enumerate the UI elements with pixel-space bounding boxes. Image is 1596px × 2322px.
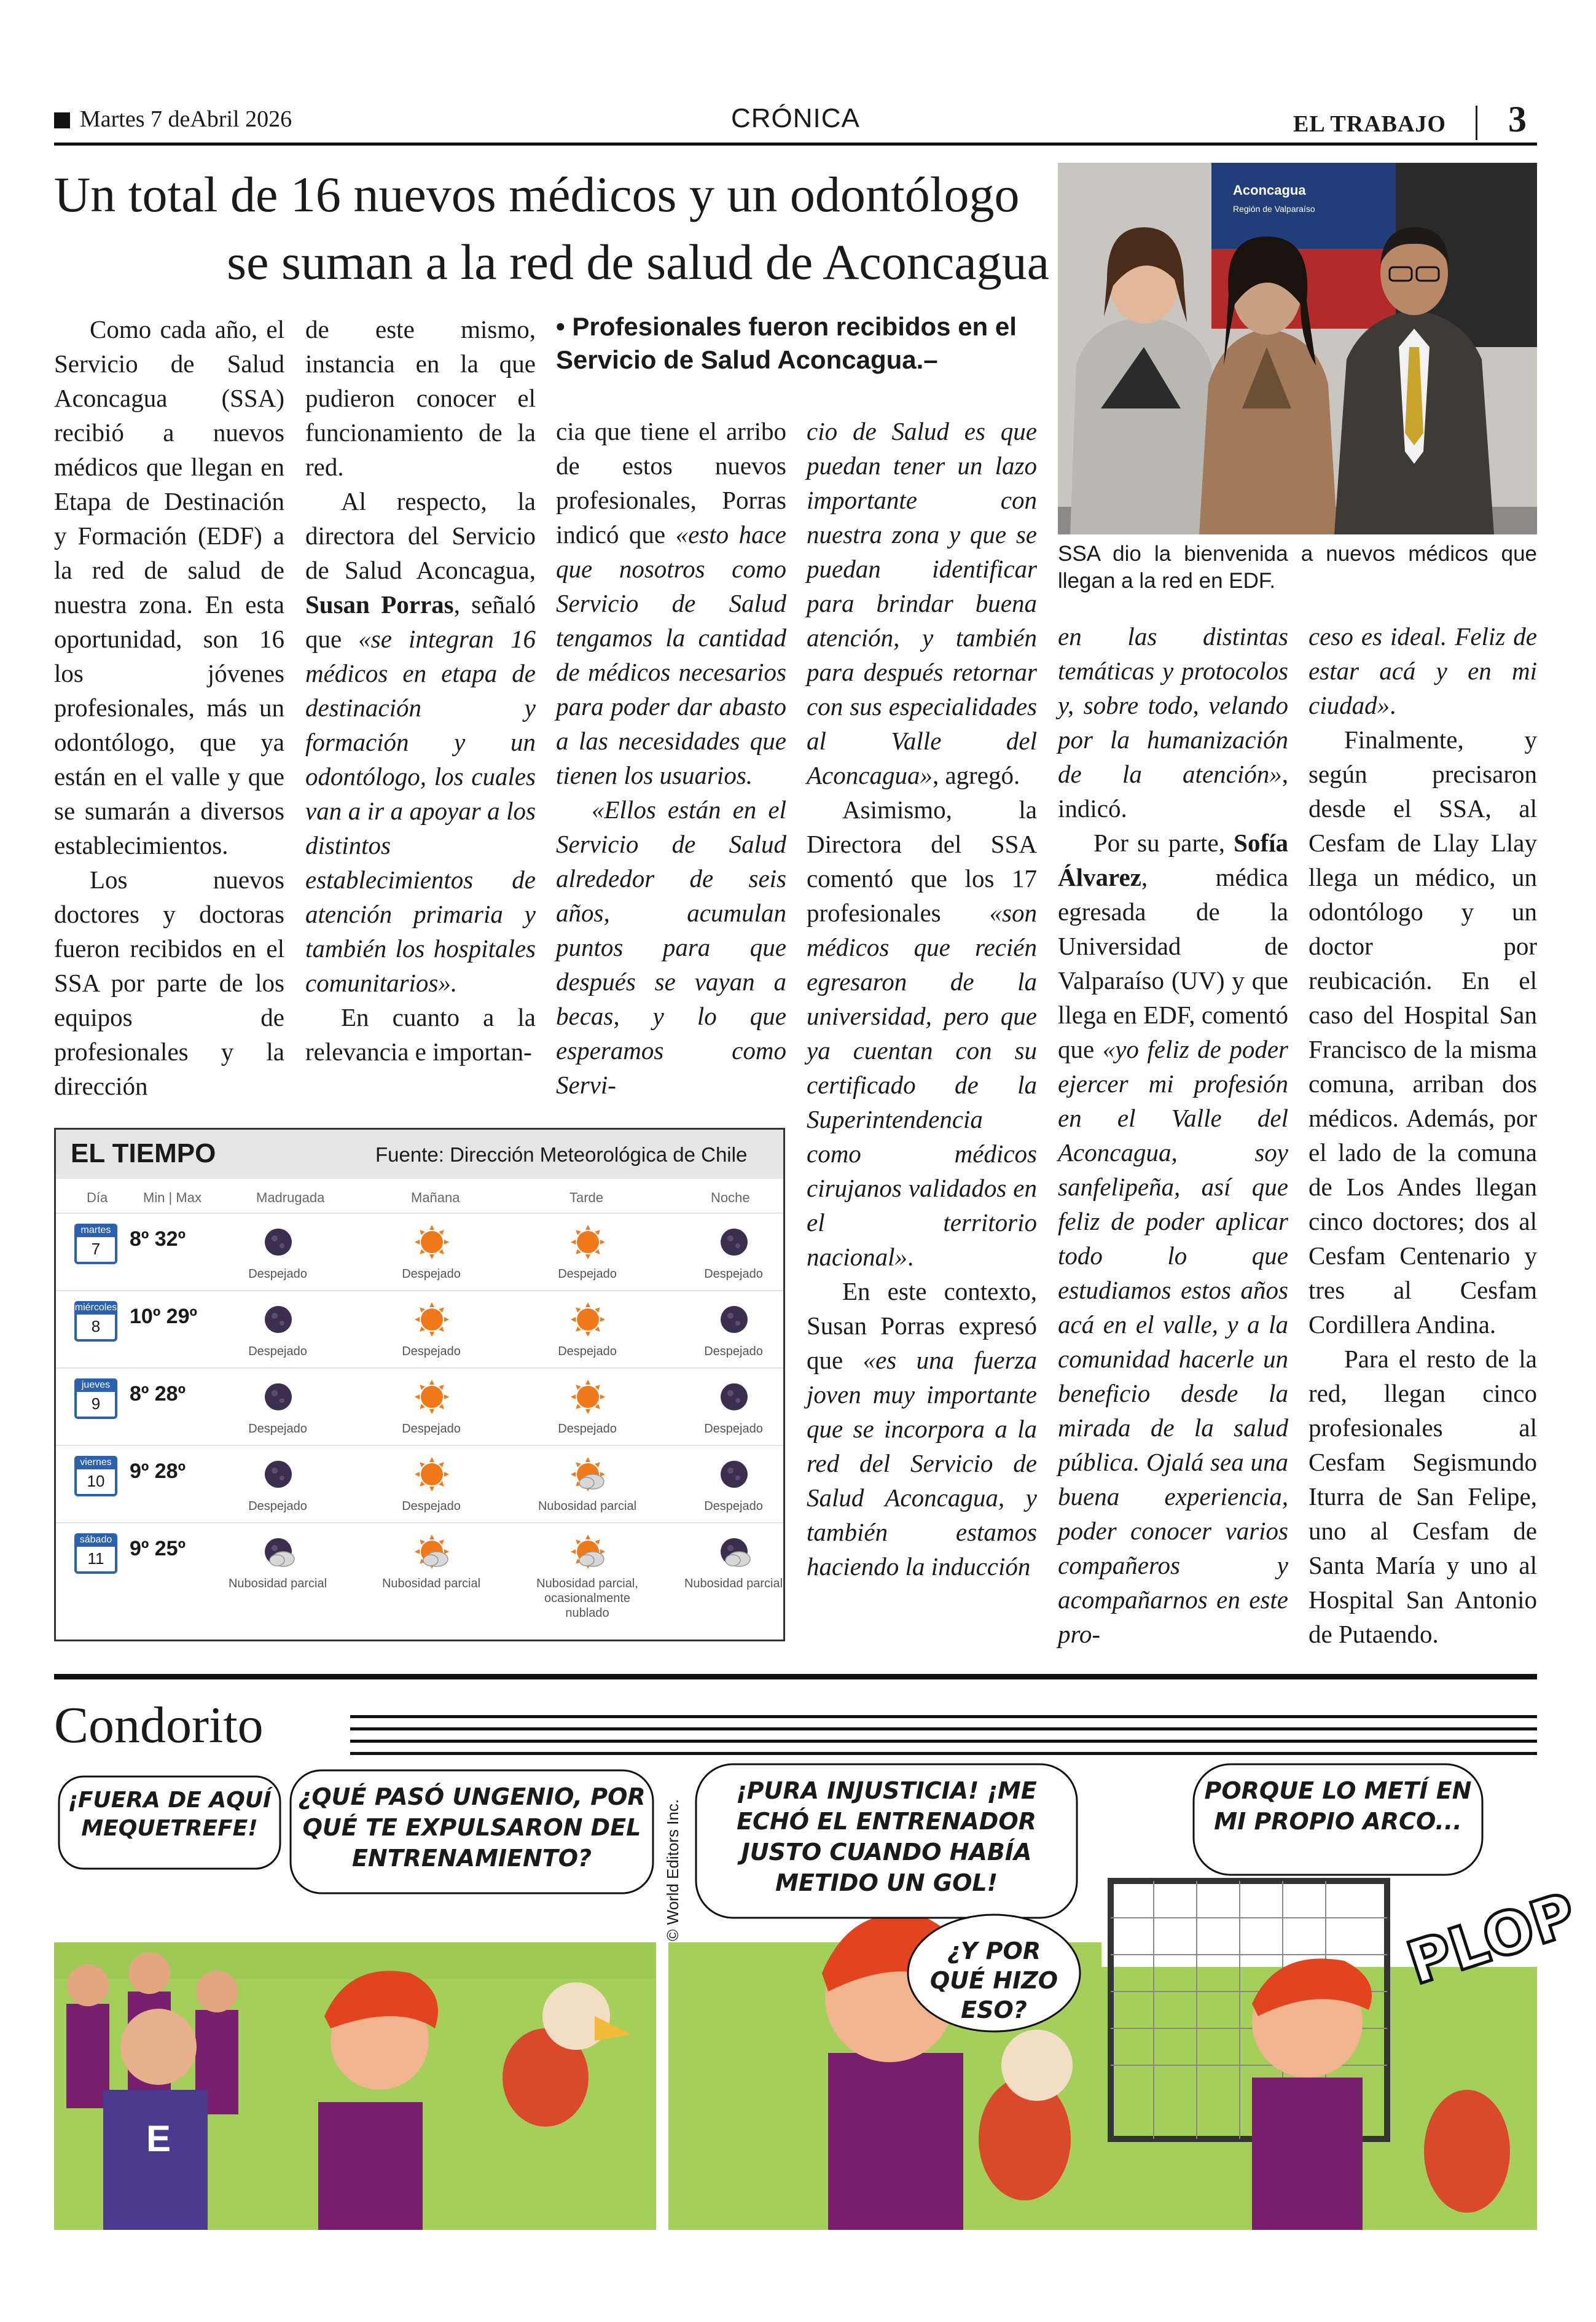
weather-temps: 10º 29º bbox=[130, 1305, 197, 1328]
weather-temps: 8º 32º bbox=[130, 1227, 186, 1251]
weather-day-number: 10 bbox=[87, 1472, 105, 1490]
header-rule bbox=[54, 143, 1537, 146]
weather-condition: Nubosidad parcial bbox=[381, 1577, 481, 1590]
sun-icon bbox=[412, 1455, 452, 1494]
weather-weekday: miércoles bbox=[74, 1301, 117, 1315]
paragraph: Para el resto de la red, llegan cinco profesionales al Cesfam Segismundo Iturra de San Felipe, uno al Cesfam de Santa María y uno al Hospital San Antonio de Putaendo. bbox=[1308, 1345, 1537, 1648]
col-header-tarde: Tarde bbox=[569, 1190, 604, 1205]
photo-caption: SSA dio la bienvenida a nuevos médicos que llegan a la red en EDF. bbox=[1058, 542, 1537, 593]
col-header-noche: Noche bbox=[711, 1190, 750, 1205]
quote: en las distintas temáticas y protocolos y, sobre todo, velando por la humanización de la atención» bbox=[1058, 622, 1288, 788]
weather-condition: Despejado bbox=[248, 1345, 307, 1358]
article-column-2 bbox=[305, 312, 536, 1069]
header-marker bbox=[54, 112, 70, 128]
sun-icon bbox=[412, 1377, 452, 1417]
sun-icon bbox=[412, 1222, 452, 1262]
weather-temps: 9º 28º bbox=[130, 1460, 186, 1483]
text: . bbox=[1390, 691, 1396, 719]
moon-icon bbox=[714, 1300, 754, 1339]
comic-strip-art bbox=[54, 1758, 1584, 2230]
text: cia que tiene el arribo de estos nuevos profesionales, Porras indicó que bbox=[556, 417, 786, 549]
moon-icon bbox=[259, 1222, 298, 1262]
page-number: 3 bbox=[1508, 99, 1527, 139]
banner-text-1: Aconcagua bbox=[1233, 182, 1306, 198]
sun-cloud-icon bbox=[412, 1532, 452, 1571]
weather-row bbox=[56, 1213, 783, 1291]
comic-panel-2 bbox=[668, 1758, 1129, 2230]
weather-weekday: martes bbox=[74, 1224, 117, 1237]
moon-cloud-icon bbox=[259, 1532, 298, 1571]
text: , médica egresada de la Universidad de Valparaíso (UV) y que llega en EDF, comentó que bbox=[1058, 863, 1288, 1063]
sun-icon bbox=[568, 1300, 608, 1339]
weather-condition: Despejado bbox=[248, 1422, 307, 1436]
article-column-4 bbox=[807, 414, 1037, 1584]
paragraph: de este mismo, instancia en la que pudieron conocer el funcionamiento de la red. bbox=[305, 315, 536, 481]
text: En este contexto, Susan Porras expresó que bbox=[807, 1277, 1037, 1374]
weather-condition: Despejado bbox=[704, 1345, 763, 1358]
weather-condition: Nubosidad parcial, ocasionalmente nublado bbox=[536, 1577, 638, 1620]
calendar-icon bbox=[74, 1378, 117, 1419]
weather-day-number: 8 bbox=[91, 1317, 101, 1335]
text: Por su parte, bbox=[1093, 829, 1234, 857]
weather-source: Fuente: Dirección Meteorológica de Chile bbox=[375, 1143, 748, 1166]
paragraph bbox=[556, 414, 786, 792]
paragraph bbox=[807, 414, 1037, 792]
calendar-icon bbox=[74, 1301, 117, 1342]
speech-bubble-text: PORQUE LO METÍ EN MI PROPIO ARCO... bbox=[1204, 1777, 1472, 1835]
comic-rule bbox=[54, 1674, 1537, 1679]
text: , señaló que bbox=[305, 590, 536, 653]
weather-condition: Despejado bbox=[248, 1267, 307, 1281]
section-name: CRÓNICA bbox=[731, 103, 860, 133]
weather-temps: 8º 28º bbox=[130, 1382, 186, 1405]
weather-condition: Nubosidad parcial bbox=[538, 1499, 637, 1513]
speech-bubble-text: ¡FUERA DE AQUÍ MEQUETREFE! bbox=[68, 1788, 272, 1841]
article-photo bbox=[1058, 163, 1537, 534]
paragraph bbox=[807, 792, 1037, 1274]
quote: «se integran 16 médicos en etapa de destinación y formación y un odontólogo, los cuales van a ir a apoyar a los distintos establecimientos de atención primaria y también los hospitales comunitarios». bbox=[305, 625, 536, 997]
paragraph: En cuanto a la relevancia e importan- bbox=[305, 1003, 536, 1066]
weather-condition: Despejado bbox=[704, 1422, 763, 1436]
sun-icon bbox=[568, 1222, 608, 1262]
col-header-madrugada: Madrugada bbox=[256, 1190, 325, 1205]
weather-condition: Despejado bbox=[402, 1267, 461, 1281]
quote: «esto hace que nosotros como Servicio de Salud tengamos la cantidad de médicos necesarios para poder dar abasto a las necesidades que tienen los usuarios. bbox=[556, 520, 786, 789]
weather-day-number: 11 bbox=[87, 1549, 104, 1568]
weather-day-number: 7 bbox=[91, 1240, 101, 1258]
speech-bubble-text: ¡PURA INJUSTICIA! ¡ME ECHÓ EL ENTRENADOR JUSTO CUANDO HABÍA METIDO UN GOL! bbox=[736, 1777, 1037, 1896]
article-column-6 bbox=[1308, 619, 1537, 1651]
weather-condition: Despejado bbox=[704, 1499, 763, 1513]
person-name: Susan Porras bbox=[305, 590, 454, 619]
banner-text-2: Región de Valparaíso bbox=[1233, 204, 1315, 214]
weather-row bbox=[56, 1290, 783, 1368]
paragraph bbox=[556, 792, 786, 1102]
paragraph bbox=[807, 1274, 1037, 1584]
quote: «es una fuerza joven muy importante que se incorpora a la red del Servicio de Salud Aconcagua, y también estamos haciendo la inducción bbox=[807, 1346, 1037, 1581]
col-header-day: Día bbox=[87, 1190, 108, 1205]
headline-line-2: se suman a la red de salud de Aconcagua bbox=[227, 234, 1049, 290]
paragraph: Finalmente, y según precisaron desde el SSA, al Cesfam de Llay Llay llega un médico, un odontólogo y un doctor por reubicación. En el caso del Hospital San Francisco de la misma comuna, arriban dos médicos. Además, por el lado de la comuna de Los Andes llegan cinco doctores; dos al Cesfam Centenario y tres al Cesfam Cordillera Andina. bbox=[1308, 725, 1537, 1339]
comic-title: Condorito bbox=[54, 1697, 264, 1754]
moon-cloud-icon bbox=[714, 1532, 754, 1571]
issue-date: Martes 7 deAbril 2026 bbox=[80, 106, 292, 132]
quote: cio de Salud es que puedan tener un lazo importante con nuestra zona y que se puedan identificar para brindar buena atención, y también para después retornar con sus especialidades al Valle del Aconcagua» bbox=[807, 417, 1037, 789]
text: , indicó. bbox=[1058, 760, 1288, 823]
weather-row bbox=[56, 1445, 783, 1523]
weather-condition: Nubosidad parcial bbox=[684, 1577, 783, 1590]
moon-icon bbox=[714, 1455, 754, 1494]
paragraph bbox=[305, 484, 536, 1000]
title-line bbox=[350, 1740, 1537, 1743]
weather-temps: 9º 25º bbox=[130, 1537, 186, 1560]
weather-condition: Despejado bbox=[402, 1422, 461, 1436]
speech-bubble-text: ¿QUÉ PASÓ UNGENIO, POR QUÉ TE EXPULSARON DEL ENTRENAMIENTO? bbox=[298, 1783, 646, 1872]
weather-condition: Despejado bbox=[558, 1422, 617, 1436]
weather-row bbox=[56, 1367, 783, 1445]
weather-title: EL TIEMPO bbox=[71, 1138, 216, 1168]
weather-box bbox=[54, 1128, 785, 1641]
article-column-3 bbox=[556, 414, 786, 1102]
paragraph: Los nuevos doctores y doctoras fueron recibidos en el SSA por parte de los equipos de profesionales y la dirección bbox=[54, 866, 284, 1100]
moon-icon bbox=[259, 1377, 298, 1417]
moon-icon bbox=[259, 1300, 298, 1339]
quote: «son médicos que recién egresaron de la universidad, pero que ya cuentan con su certificado de la Superintendencia como médicos cirujanos validados en el territorio nacional» bbox=[807, 899, 1037, 1271]
comic-panel-1 bbox=[54, 1758, 656, 2230]
text: , agregó. bbox=[932, 761, 1020, 789]
quote: «yo feliz de poder ejercer mi profesión en el Valle del Aconcagua, soy sanfelipeña, así que feliz de poder aplicar todo lo que estudiamos estos años acá en el valle, y a la comunidad hacerle un beneficio desde la mirada de la salud pública. Ojalá sea una buena experiencia, poder conocer varios compañeros y acompañarnos en este pro- bbox=[1058, 1035, 1288, 1648]
weather-weekday: viernes bbox=[74, 1456, 117, 1469]
newspaper-name: EL TRABAJO bbox=[1293, 111, 1446, 137]
moon-icon bbox=[714, 1222, 754, 1262]
comic-credit: © World Editors Inc. bbox=[663, 1799, 682, 1941]
weather-condition: Nubosidad parcial bbox=[228, 1577, 327, 1590]
calendar-icon bbox=[74, 1456, 117, 1496]
title-line bbox=[350, 1715, 1537, 1718]
weather-weekday: jueves bbox=[74, 1378, 117, 1392]
text: . bbox=[907, 1243, 914, 1271]
paragraph bbox=[1058, 619, 1288, 826]
paragraph bbox=[1058, 826, 1288, 1651]
weather-condition: Despejado bbox=[704, 1267, 763, 1281]
moon-icon bbox=[259, 1455, 298, 1494]
comic-panel-3 bbox=[1101, 1758, 1584, 2230]
speech-bubble-text: ¿Y POR QUÉ HIZO ESO? bbox=[929, 1937, 1058, 2023]
quote: ceso es ideal. Feliz de estar acá y en mi ciudad» bbox=[1308, 622, 1537, 719]
quote: «Ellos están en el Servicio de Salud alrededor de seis años, acumulan puntos para que después se vayan a becas, y lo que esperamos como Servi- bbox=[556, 796, 786, 1099]
weather-condition: Despejado bbox=[558, 1345, 617, 1358]
paragraph: Como cada año, el Servicio de Salud Aconcagua (SSA) recibió a nuevos médicos que llegan en Etapa de Destinación y Formación (EDF) a la red de salud de nuestra zona. En esta oportunidad, son 16 los jóvenes profesionales, más un odontólogo, que ya están en el valle y que se sumarán a diversos establecimientos. bbox=[54, 315, 284, 859]
weather-condition: Despejado bbox=[402, 1499, 461, 1513]
sun-icon bbox=[412, 1300, 452, 1339]
sound-effect: PLOP bbox=[1399, 1879, 1584, 1998]
sun-cloud-icon bbox=[568, 1455, 608, 1494]
article-photo-illustration bbox=[1058, 163, 1537, 534]
article-subhead: • Profesionales fueron recibidos en el Servicio de Salud Aconcagua.– bbox=[556, 312, 1017, 374]
sun-icon bbox=[568, 1377, 608, 1417]
weather-day-number: 9 bbox=[91, 1394, 101, 1413]
weather-condition: Despejado bbox=[558, 1267, 617, 1281]
shirt-letter: E bbox=[146, 2118, 171, 2159]
calendar-icon bbox=[74, 1533, 117, 1574]
article-column-5 bbox=[1058, 619, 1288, 1651]
text: Al respecto, la directora del Servicio de Salud Aconcagua, bbox=[305, 487, 536, 584]
article-headline bbox=[54, 161, 1049, 296]
col-header-minmax: Min | Max bbox=[143, 1190, 201, 1205]
header-separator bbox=[1476, 106, 1477, 140]
article-column-1 bbox=[54, 312, 284, 1103]
weather-condition: Despejado bbox=[248, 1499, 307, 1513]
comic-strip bbox=[54, 1758, 1584, 2230]
title-line bbox=[350, 1752, 1537, 1755]
text: Asimismo, la Directora del SSA comentó que los 17 profesionales bbox=[807, 796, 1037, 927]
headline-line-1: Un total de 16 nuevos médicos y un odontólogo bbox=[54, 166, 1020, 222]
weather-weekday: sábado bbox=[74, 1533, 117, 1547]
weather-condition: Despejado bbox=[402, 1345, 461, 1358]
calendar-icon bbox=[74, 1224, 117, 1264]
col-header-manana: Mañana bbox=[411, 1190, 460, 1205]
paragraph bbox=[1308, 619, 1537, 722]
weather-row bbox=[56, 1522, 783, 1620]
moon-icon bbox=[714, 1377, 754, 1417]
title-line bbox=[350, 1727, 1537, 1730]
sun-cloud-icon bbox=[568, 1532, 608, 1571]
person-name: Sofía Álvarez bbox=[1058, 829, 1288, 891]
